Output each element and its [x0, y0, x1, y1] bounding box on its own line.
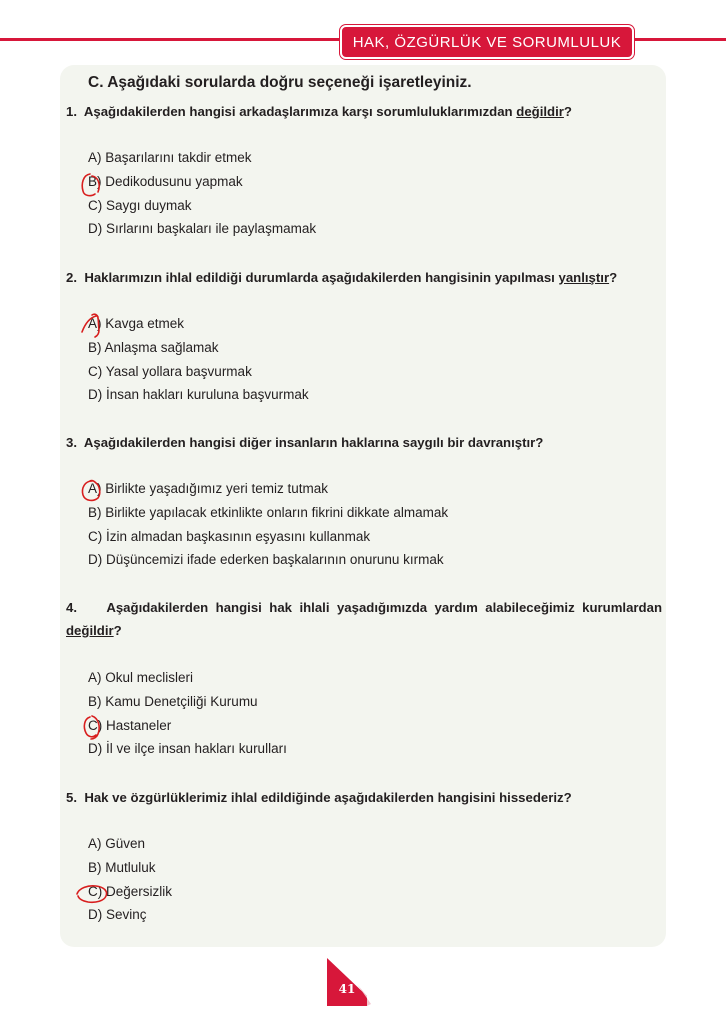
q3-option-d[interactable]: D) Düşüncemizi ifade ederken başkalarının onurunu kırmak: [88, 552, 444, 567]
q2-option-d[interactable]: D) İnsan hakları kuruluna başvurmak: [88, 387, 309, 402]
question-emphasis: değildir: [516, 104, 564, 119]
question-3: [66, 435, 543, 450]
q2-option-c[interactable]: C) Yasal yollara başvurmak: [88, 364, 252, 379]
question-4-continuation: [66, 623, 122, 638]
q4-option-a[interactable]: A) Okul meclisleri: [88, 670, 194, 685]
question-text: Aşağıdakilerden hangisi hak ihlali yaşadığımızda yardım alabileceğimiz kurumlardan: [106, 600, 662, 615]
q5-option-b[interactable]: B) Mutluluk: [88, 860, 156, 875]
q1-option-c[interactable]: C) Saygı duymak: [88, 198, 192, 213]
section-title: C. Aşağıdaki sorularda doğru seçeneği işaretleyiniz.: [88, 74, 472, 91]
chapter-title: HAK, ÖZGÜRLÜK VE SORUMLULUK: [340, 25, 634, 59]
question-number: 2.: [66, 270, 77, 285]
question-text: Aşağıdakilerden hangisi diğer insanların haklarına saygılı bir davranıştır?: [83, 435, 544, 450]
q3-option-a[interactable]: A) Birlikte yaşadığımız yeri temiz tutmak: [88, 481, 329, 496]
question-end: ?: [113, 623, 122, 638]
q5-option-c[interactable]: C) Değersizlik: [88, 884, 173, 899]
question-number: 4.: [66, 600, 77, 615]
q2-option-b[interactable]: B) Anlaşma sağlamak: [88, 340, 219, 355]
question-number: 1.: [66, 104, 77, 119]
q1-option-b[interactable]: B) Dedikodusunu yapmak: [88, 174, 243, 189]
question-text: Aşağıdakilerden hangisi arkadaşlarımıza karşı sorumluluklarımızdan: [83, 104, 513, 119]
question-emphasis: yanlıştır: [558, 270, 610, 285]
question-emphasis: değildir: [66, 623, 114, 638]
q3-option-c[interactable]: C) İzin almadan başkasının eşyasını kullanmak: [88, 529, 371, 544]
question-4: [66, 600, 662, 615]
question-number: 5.: [66, 790, 77, 805]
q4-option-c[interactable]: C) Hastaneler: [88, 718, 172, 733]
q4-option-d[interactable]: D) İl ve ilçe insan hakları kurulları: [88, 741, 287, 756]
question-text: Haklarımızın ihlal edildiği durumlarda aşağıdakilerden hangisinin yapılması: [84, 270, 555, 285]
question-text: Hak ve özgürlüklerimiz ihlal edildiğinde aşağıdakilerden hangisini hissederiz?: [84, 790, 572, 805]
q4-option-b[interactable]: B) Kamu Denetçiliği Kurumu: [88, 694, 258, 709]
question-5: [66, 790, 572, 805]
q1-option-a[interactable]: A) Başarılarını takdir etmek: [88, 150, 252, 165]
q1-option-d[interactable]: D) Sırlarını başkaları ile paylaşmamak: [88, 221, 317, 236]
question-number: 3.: [66, 435, 77, 450]
question-end: ?: [563, 104, 572, 119]
q5-option-a[interactable]: A) Güven: [88, 836, 146, 851]
q5-option-d[interactable]: D) Sevinç: [88, 907, 147, 922]
question-2: [66, 270, 617, 285]
q3-option-b[interactable]: B) Birlikte yapılacak etkinlikte onların fikrini dikkate almamak: [88, 505, 449, 520]
question-1: [66, 104, 572, 119]
q2-option-a[interactable]: A) Kavga etmek: [88, 316, 185, 331]
page-number: 41: [338, 982, 356, 996]
question-end: ?: [609, 270, 618, 285]
